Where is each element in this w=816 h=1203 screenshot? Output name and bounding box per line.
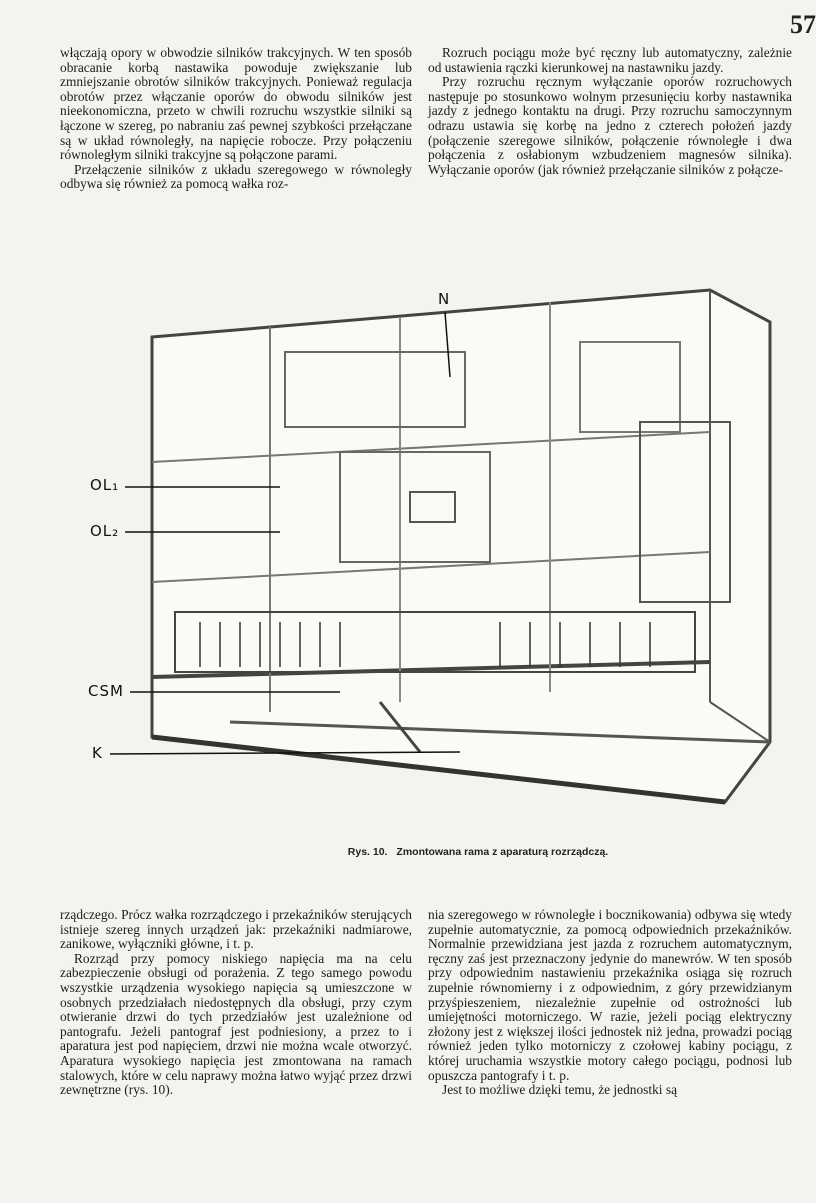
paragraph: Przełączenie silników z układu szeregowego w równoległy odbywa się również za pomocą wałka roz- [60,161,412,192]
paragraph: włączają opory w obwodzie silników trakcyjnych. W ten sposób obracanie korbą nastawika powoduje zwiększanie lub zmniejszanie obrotów silników trakcyjnych. Ponieważ regulacja obrotów przez włączanie oporów do obwodu silników jest nieekonomiczna, przeto w chwili rozruchu wszystkie silniki są łączone w szereg, po nabraniu zaś pewnej szybkości przełączane są w układ równoległy, na napięcie robocze. Przy połączeniu równoległym silniki trakcyjne są połączone parami. [60,45,412,163]
paragraph: Rozruch pociągu może być ręczny lub automatyczny, zależnie od ustawienia rączki kierunkowej na nastawniku jazdy. [428,45,792,75]
text-column-top-left [60,46,412,192]
figure-frame-photo [80,282,796,842]
figure-label-n: N [438,290,451,308]
page-number: 57 [790,10,816,39]
frame-illustration [80,282,796,842]
figure-label-ol1: OL₁ [90,476,120,494]
figure-label-csm: CSM [88,682,124,700]
paragraph: Jest to możliwe dzięki temu, że jednostki są [442,1082,678,1098]
text-column-bottom-left [60,908,412,1098]
text-column-top-right [428,46,792,177]
figure-label-ol2: OL₂ [90,522,120,540]
paragraph: nia szeregowego w równoległe i bocznikowania) odbywa się wtedy zupełnie automatycznie, za pomocą odpowiednich przekaźników. Normalnie przewidziana jest jazda z rozruchem automatycznym, ręczny zaś jest przeznaczony jedynie do manewrów. W ten sposób przy odpowiednim nastawieniu przekaźnika osiąga się rozruch zupełnie równomierny i z odpowiednim, z góry przewidzianym przyśpieszeniem, niezależnie zupełnie od ostrożności lub umiejętności motorniczego. W razie, jeżeli pociąg elektryczny złożony jest z większej ilości jednostek niż jedna, prowadzi pociąg również jeden tylko motorniczy z czołowej kabiny pociągu, z której uruchamia wszystkie motory całego pociągu, podnosi lub opuszcza pantografy i t. p. [428,907,792,1083]
paragraph: rządczego. Prócz wałka rozrządczego i przekaźników sterujących istnieje szereg innych urządzeń jak: przekaźniki nadmiarowe, zanikowe, wyłączniki główne, i t. p. [60,907,412,952]
figure-caption [0,846,816,858]
text-column-bottom-right [428,908,792,1098]
caption-number: Rys. 10. [347,846,388,858]
paragraph: Rozrząd przy pomocy niskiego napięcia ma na celu zabezpieczenie obsługi od porażenia. Z tego samego powodu wszystkie urządzenia wysokiego napięcia są umieszczone w osobnych przedziałach niedostępnych dla obsługi, przy czym otwieranie drzwi do tych przedziałów jest uzależnione od pantografu. Jeżeli pantograf jest podniesiony, a przez to i aparatura jest pod napięciem, drzwi nie można wcale otworzyć. Aparatura wysokiego napięcia jest zmontowana na ramach stalowych, które w celu naprawy można łatwo wyjąć przez drzwi zewnętrzne (rys. 10). [60,950,412,1098]
figure-label-k: K [92,744,103,762]
caption-text: Zmontowana rama z aparaturą rozrządczą. [396,846,609,858]
paragraph: Przy rozruchu ręcznym wyłączanie oporów rozruchowych następuje po stosunkowo wolnym przesunięciu korby nastawnika jazdy z jednego kontaktu na drugi. Przy rozruchu samoczynnym odrazu ustawia się korbę na jedno z czterech położeń jazdy (połączenie szeregowe silników, połączenie równoległe i dwa połączenia z osłabionym wzbudzeniem magnesów silnika). Wyłączanie oporów (jak również przełączanie silników z połącze- [428,74,792,177]
